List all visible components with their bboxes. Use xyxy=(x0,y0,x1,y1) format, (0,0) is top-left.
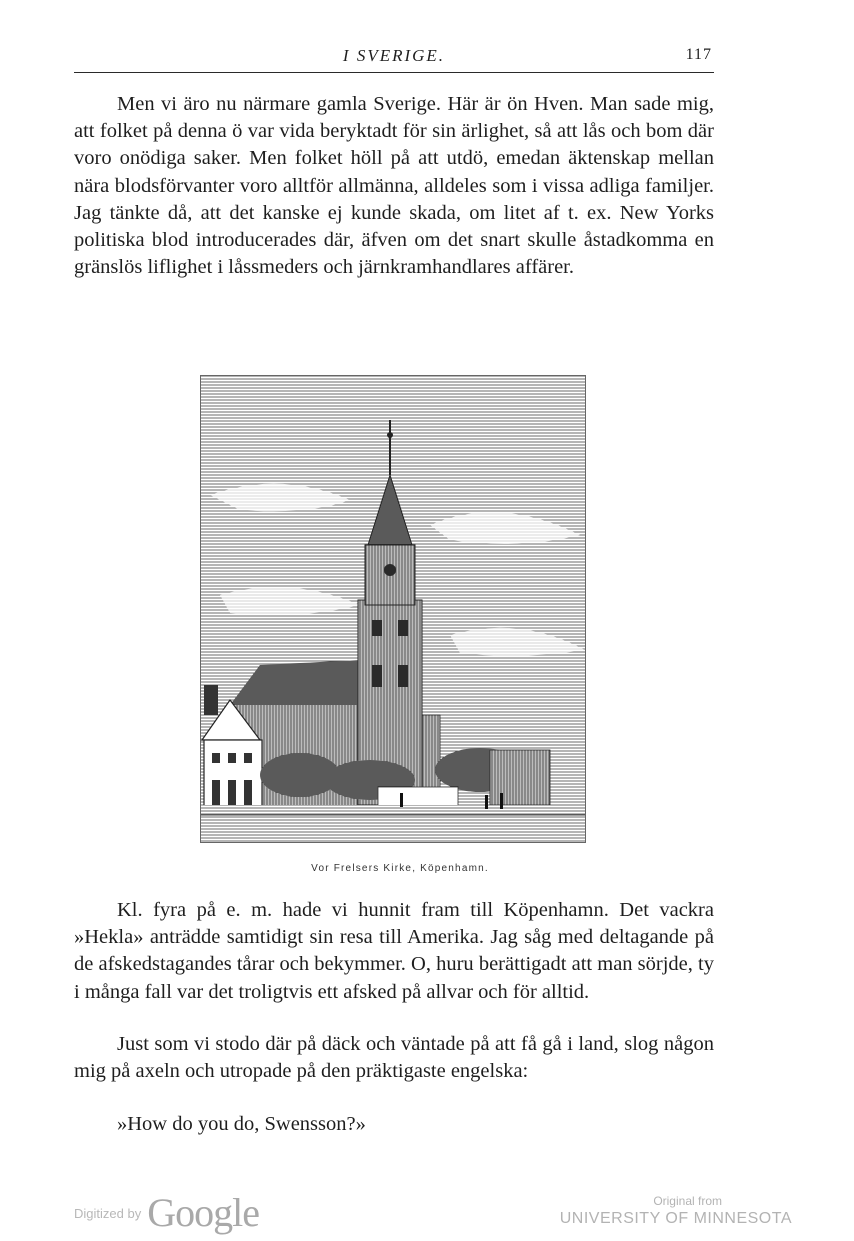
paragraph-hven: Men vi äro nu närmare gamla Sverige. Här är ön Hven. Man sade mig, att folket på denna ö var vida beryktadt för sin ärlighet, så att lås och bom där voro onödiga saker. Men folket höll på att utdö, emedan äktenskap mellan nära blodsförvanter voro alltför allmänna, alldeles som i vissa adliga familjer. Jag tänkte då, att det kanske ej kunde skada, om litet af t. ex. New Yorks politiska blod introducerades där, äfven om det snart skulle åstadkomma en gränslös liflighet i låssmeders och järnkramhandlares affärer. xyxy=(74,93,714,279)
institution-name: UNIVERSITY OF MINNESOTA xyxy=(559,1210,792,1227)
digitized-by-watermark xyxy=(74,1189,259,1236)
paragraph-quote: »How do you do, Swensson?» xyxy=(117,1113,366,1135)
original-from-label: Original from xyxy=(653,1194,722,1208)
running-title: I SVERIGE. xyxy=(342,46,446,65)
digitized-label: Digitized by xyxy=(74,1206,142,1221)
paragraph-kopenhamn: Kl. fyra på e. m. hade vi hunnit fram till Köpenhamn. Det vackra »Hekla» anträdde samtidigt sin resa till Amerika. Jag såg med deltagande på de afskedstagandes tårar och bekymmer. O, huru berättigadt att man sörjde, ty i många fall var det troligtvis ett afsked på allvar och för alltid. xyxy=(74,899,714,1003)
paragraph-deck: Just som vi stodo där på däck och väntade på att få gå i land, slog någon mig på axeln och utropade på den präktigaste engelska: xyxy=(74,1033,714,1083)
page-number: 117 xyxy=(685,46,712,63)
church-engraving xyxy=(200,375,586,843)
running-head xyxy=(74,46,714,73)
figure-caption: Vor Frelsers Kirke, Köpenhamn. xyxy=(311,863,489,874)
google-logo: Google xyxy=(147,1190,259,1235)
original-from-watermark xyxy=(552,1194,792,1228)
